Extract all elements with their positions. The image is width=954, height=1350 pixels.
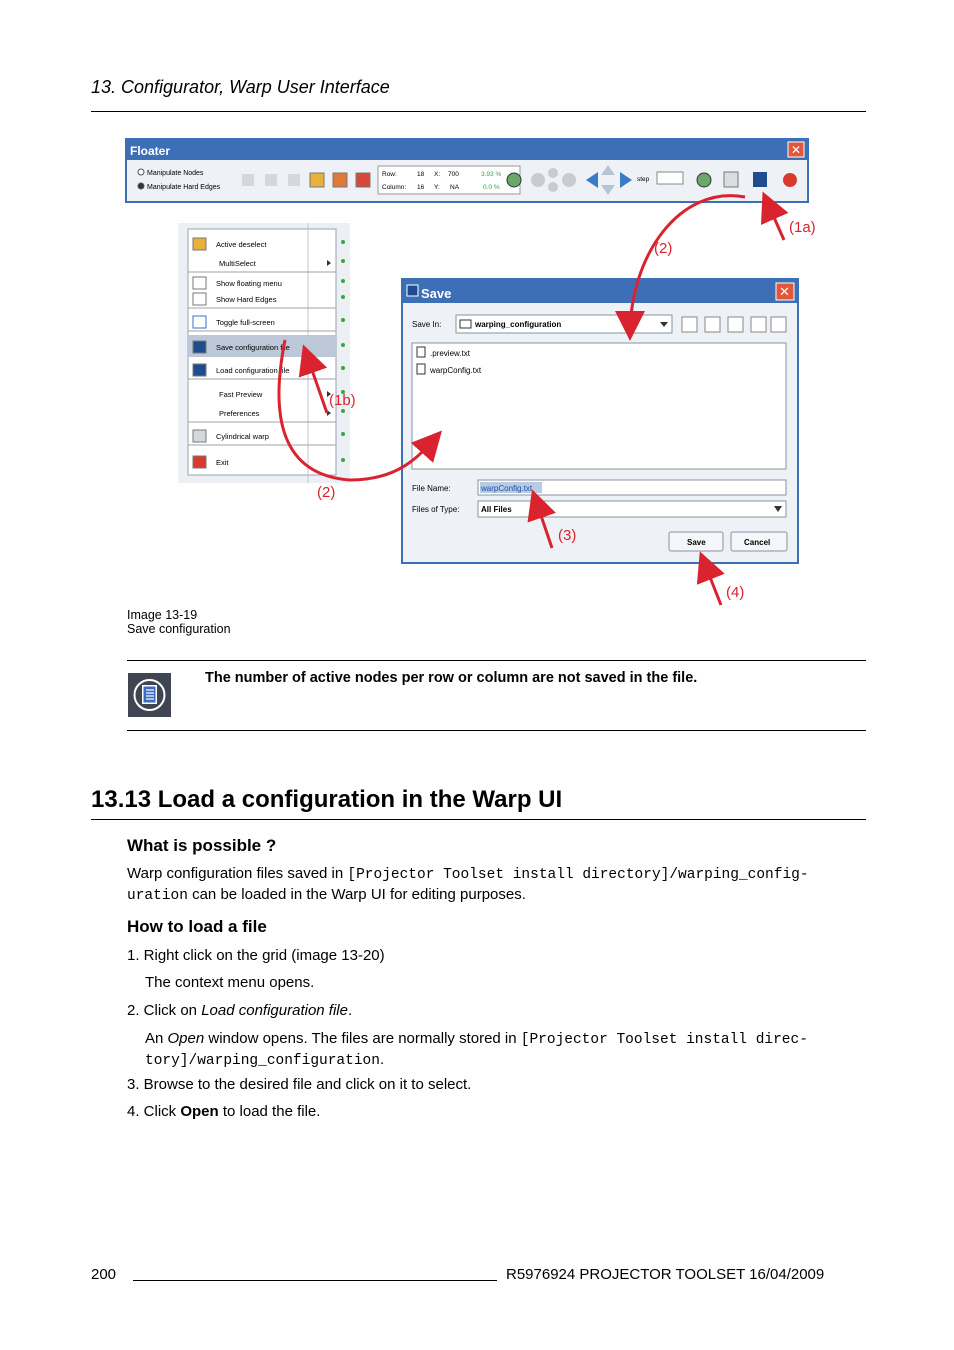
grid-icon [193,238,206,250]
note-top-rule [127,660,866,661]
exit-icon[interactable] [783,173,797,187]
note-bottom-rule [127,730,866,731]
menu-item-label[interactable]: Toggle full-screen [216,318,275,327]
cylinder-icon [193,430,206,442]
y-label: Y: [434,184,440,191]
step-2-text: 2. Click on [127,1002,202,1019]
files-of-type-label: Files of Type: [412,505,460,514]
footer-doc-info: R5976924 PROJECTOR TOOLSET 16/04/2009 [506,1266,825,1283]
arrow-1a [765,197,784,240]
radio-manipulate-hard-edges[interactable] [138,183,144,189]
file-icon [417,364,425,374]
callout-3: (3) [558,527,577,544]
file-item[interactable]: warpConfig.txt [430,366,482,375]
file-icon [417,347,425,357]
save-dialog [402,279,798,563]
files-of-type-value: All Files [481,505,512,514]
node-dot [341,295,345,299]
note-text: The number of active nodes per row or column are not saved in the file. [205,670,698,686]
save-icon [407,285,418,296]
home-icon[interactable] [705,317,720,332]
save-dialog-title: Save [421,286,452,301]
save-configuration-figure [120,135,820,610]
node-dot [341,432,345,436]
node-dot [341,343,345,347]
section-rule [91,819,866,820]
callout-1b: (1b) [329,392,356,409]
grid-icon[interactable] [242,174,254,186]
new-folder-icon[interactable] [728,317,743,332]
x-value: 700 [448,171,459,178]
x-label: X: [434,171,441,178]
figure-caption-number: Image 13-19 [127,608,198,622]
what-text: Warp configuration files saved in [127,865,348,882]
palette-icon[interactable] [310,173,324,187]
page-number: 200 [91,1266,117,1283]
menu-item-label[interactable]: Active deselect [216,240,267,249]
header-rule [91,111,866,112]
step-4 [127,1102,867,1121]
menu-item-label[interactable]: Exit [216,458,229,467]
step-2-path: tory]/warping_configuration [145,1053,380,1069]
step-2-result [145,1029,867,1071]
step-2 [127,1001,867,1020]
context-menu [178,223,350,483]
folder-up-icon[interactable] [682,317,697,332]
menu-item-label[interactable]: Cylindrical warp [216,432,269,441]
step-spinner[interactable] [657,172,683,184]
callout-4: (4) [726,584,745,601]
y-value: NA [450,184,460,191]
refresh-icon[interactable] [507,173,521,187]
checkbox-icon [193,293,206,305]
node-icon[interactable] [562,173,576,187]
fullscreen-icon [193,316,206,328]
what-heading: What is possible ? [127,836,277,855]
percent-value-1: 3.93 % [481,171,502,178]
row-label: Row: [382,171,397,178]
what-paragraph [127,864,867,906]
radio-label-nodes: Manipulate Nodes [147,170,204,177]
step-1-result: The context menu opens. [145,974,315,991]
node-dot [341,366,345,370]
save-button-label: Save [687,538,706,547]
palette-icon[interactable] [356,173,370,187]
what-path: [Projector Toolset install directory]/warping_config- [347,867,809,883]
node-dot [341,240,345,244]
node-icon[interactable] [548,182,558,192]
save-icon[interactable] [753,172,767,187]
node-dot [341,458,345,462]
menu-item-label[interactable]: MultiSelect [219,259,256,268]
grid-icon[interactable] [288,174,300,186]
menu-item-label[interactable]: Save configuration file [216,343,290,352]
file-list[interactable] [412,343,786,469]
refresh-icon[interactable] [697,173,711,187]
radio-label-hard-edges: Manipulate Hard Edges [147,184,221,191]
details-view-icon[interactable] [771,317,786,332]
menu-item-label[interactable]: Preferences [219,409,260,418]
node-dot [341,318,345,322]
step-2-emphasis: Load configuration file [201,1002,348,1019]
node-dot [341,409,345,413]
save-icon [193,341,206,353]
menu-item-label[interactable]: Fast Preview [219,390,263,399]
floater-window [126,139,808,202]
step-1: 1. Right click on the grid (image 13-20) [127,947,385,964]
arrow-4 [702,557,721,605]
close-icon: ✕ [791,143,802,157]
palette-icon[interactable] [333,173,347,187]
load-icon [193,364,206,376]
exit-icon [193,456,206,468]
node-icon[interactable] [548,168,558,178]
menu-item-label[interactable]: Show Hard Edges [216,295,277,304]
callout-2-top: (2) [654,240,673,257]
what-path: uration [127,888,188,904]
save-in-value: warping_configuration [475,320,562,329]
node-dot [341,279,345,283]
close-icon: ✕ [779,285,790,300]
how-heading: How to load a file [127,917,267,936]
section-title: 13.13 Load a configuration in the Warp UI [91,786,563,813]
column-value: 16 [417,184,425,191]
step-3: 3. Browse to the desired file and click on it to select. [127,1076,472,1093]
checkbox-icon [193,277,206,289]
column-label: Column: [382,184,407,191]
save-in-label: Save In: [412,320,442,329]
figure-caption-text: Save configuration [127,622,231,636]
step-2-result-text: An [145,1030,168,1047]
step-2-text: . [347,1002,353,1019]
step-2-result-emphasis: Open [167,1030,205,1047]
what-text: can be loaded in the Warp UI for editing purposes. [187,886,526,903]
menu-item-label[interactable]: Load configuration file [216,366,290,375]
files-of-type-select[interactable] [478,501,786,517]
step-4-text: 4. Click [127,1103,181,1120]
list-view-icon[interactable] [751,317,766,332]
step-2-result-text: window opens. The files are normally stored in [204,1030,521,1047]
step-2-path: [Projector Toolset install direc- [520,1032,808,1048]
step-2-result-text: . [379,1051,385,1068]
step-4-bold: Open [180,1103,219,1120]
step-4-text: to load the file. [218,1103,321,1120]
radio-manipulate-nodes[interactable] [138,169,144,175]
load-icon[interactable] [724,172,738,187]
notebook-icon [128,673,171,717]
file-item[interactable]: .preview.txt [430,349,471,358]
menu-item-label[interactable]: Show floating menu [216,279,282,288]
footer-rule [133,1280,497,1281]
node-icon[interactable] [531,173,545,187]
file-name-label: File Name: [412,484,451,493]
callout-2-bottom: (2) [317,484,336,501]
chapter-header: 13. Configurator, Warp User Interface [91,77,390,97]
callout-1a: (1a) [789,219,816,236]
percent-value-2: 0.0 % [483,184,500,191]
node-dot [341,259,345,263]
row-value: 18 [417,171,425,178]
floater-title: Floater [130,144,171,158]
grid-icon[interactable] [265,174,277,186]
file-name-value: warpConfig.txt [481,484,533,493]
cancel-button-label: Cancel [744,538,771,547]
step-label: step [637,176,650,183]
